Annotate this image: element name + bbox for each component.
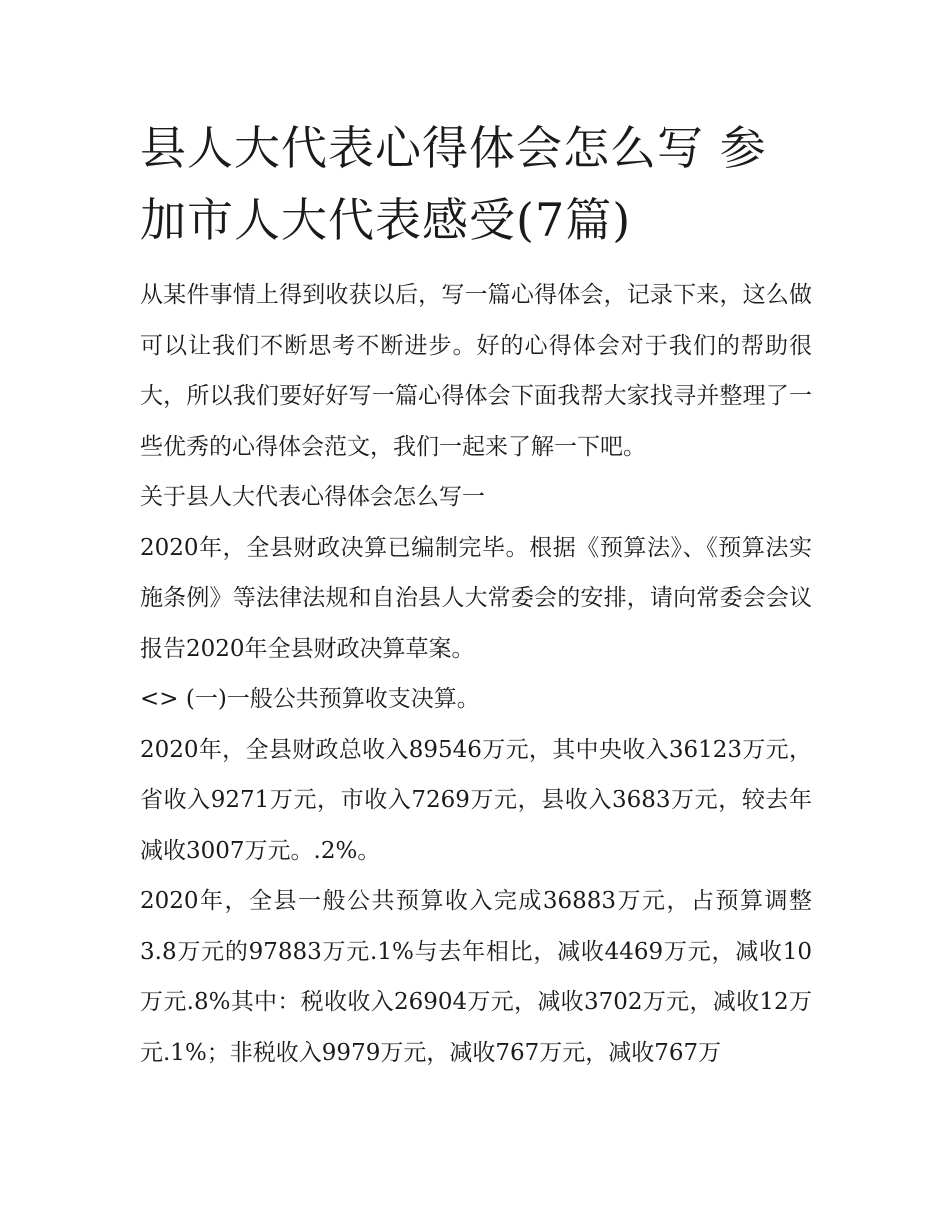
subsection-heading: <> (一)一般公共预算收支决算。 [140, 686, 480, 712]
intro-paragraph: 从某件事情上得到收获以后，写一篇心得体会，记录下来，这么做可以让我们不断思考不断进步。好的心得体会对于我们的帮助很大，所以我们要好好写一篇心得体会下面我帮大家找寻并整理了一些优秀的心得体会范文，我们一起来了解一下吧。 [140, 282, 812, 460]
total-revenue-paragraph: 2020年，全县财政总收入89546万元，其中央收入36123万元，省收入9271万元，市收入7269万元，县收入3683万元，较去年减收3007万元。.2%。 [140, 736, 812, 864]
budget-report-paragraph: 2020年，全县财政决算已编制完毕。根据《预算法》、《预算法实施条例》等法律法规和自治县人大常委会的安排，请向常委会会议报告2020年全县财政决算草案。 [140, 534, 812, 662]
document-page [140, 112, 812, 1078]
general-budget-paragraph: 2020年，全县一般公共预算收入完成36883万元，占预算调整3.8万元的97883万元.1%与去年相比，减收4469万元，减收10万元.8%其中：税收收入26904万元，减收3702万元，减收12万元.1%；非税收入9979万元，减收767万元，减收767万 [140, 888, 812, 1066]
section-heading: 关于县人大代表心得体会怎么写一 [140, 484, 485, 510]
document-title: 县人大代表心得体会怎么写 参加市人大代表感受(7篇) [140, 121, 767, 247]
